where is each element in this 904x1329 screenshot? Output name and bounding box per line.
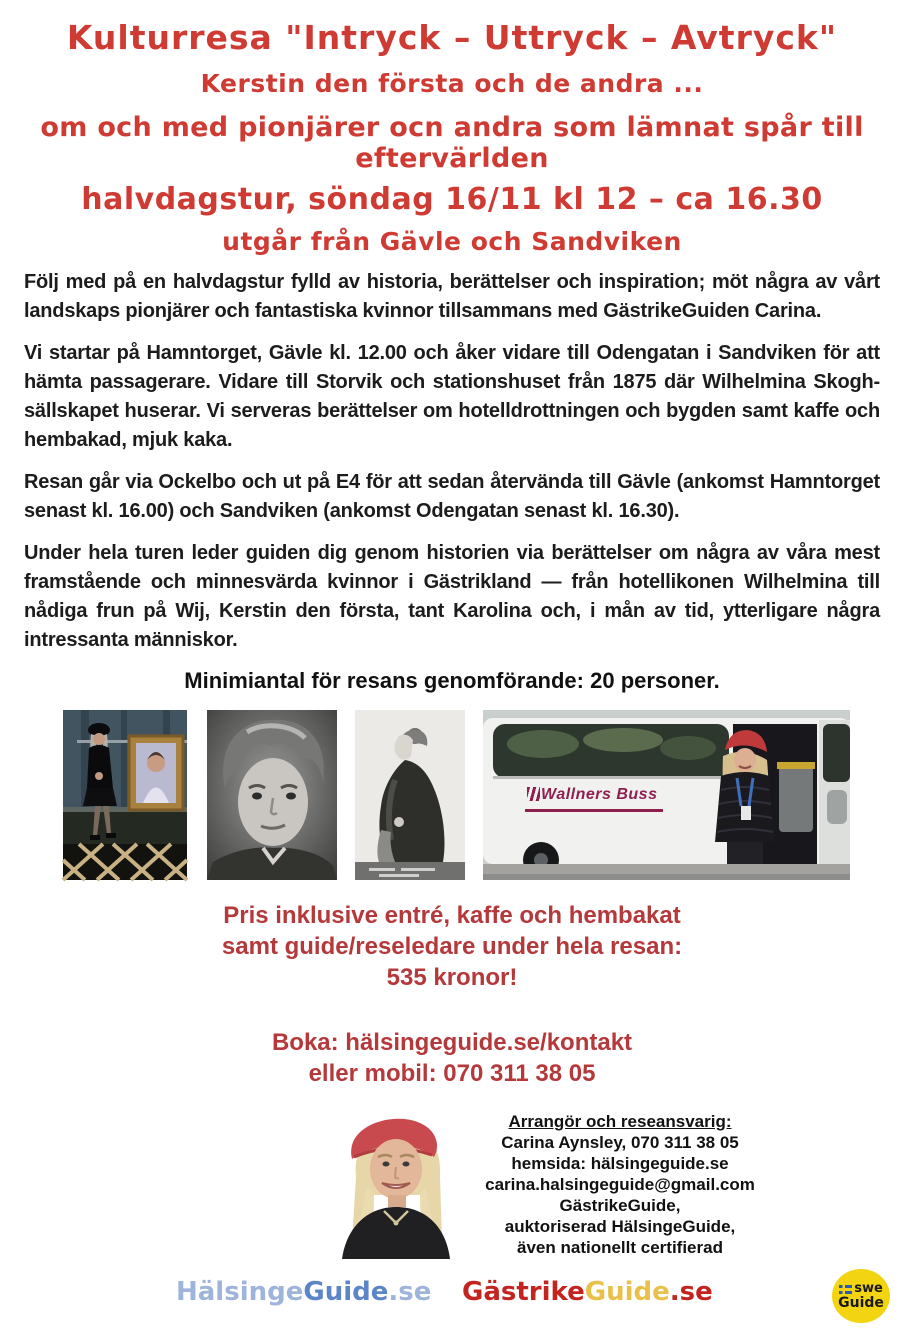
halsinge-logo-part3: .se xyxy=(388,1277,432,1307)
sweguide-text-2: Guide xyxy=(838,1295,884,1311)
organizer-org-3: även nationellt certifierad xyxy=(517,1238,723,1257)
price-line-1: Pris inklusive entré, kaffe och hembakat xyxy=(223,902,681,929)
bus-brand-label xyxy=(525,786,663,812)
organizer-org-1: GästrikeGuide, xyxy=(559,1196,681,1215)
photo-guide-with-framed-portrait xyxy=(63,710,187,880)
halsinge-logo-part1: Hälsinge xyxy=(176,1277,304,1307)
organizer-section xyxy=(0,1103,904,1265)
schedule-line: halvdagstur, söndag 16/11 kl 12 – ca 16.30 xyxy=(81,182,823,217)
gastrike-logo-part3: .se xyxy=(669,1277,713,1307)
minimum-participants-note: Minimiantal för resans genomförande: 20 personer. xyxy=(184,668,720,693)
paragraph-intro: Följ med på en halvdagstur fylld av historia, berättelser och inspiration; möt några av vårt landskaps pionjärer och fantastiska kvinnor tillsammans med GästrikeGuiden Carina. xyxy=(24,271,880,322)
photo-historic-seated-woman xyxy=(355,710,465,880)
page-title: Kulturresa "Intryck – Uttryck – Avtryck" xyxy=(66,18,838,57)
paragraph-route-2: Resan går via Ockelbo och ut på E4 för att sedan återvända till Gävle (ankomst Hamntorget senast kl. 16.00) och Sandviken (ankomst Odengatan senast kl. 16.30). xyxy=(24,471,880,522)
organizer-email: carina.halsingeguide@gmail.com xyxy=(485,1175,755,1194)
paragraph-stories: Under hela turen leder guiden dig genom historien via berättelser om några av våra mest framstående och minnesvärda kvinnor i Gästrikland — från hotellikonen Wilhelmina till nådiga frun på Wij, Kerstin den första, tant Karolina och, i mån av tid, ytterligare några intressanta människor. xyxy=(24,542,880,651)
paragraph-route-1: Vi startar på Hamntorget, Gävle kl. 12.00 och åker vidare till Odengatan i Sandviken för att hämta passagerare. Vidare till Storvik och stationshuset från 1875 där Wilhelmina Skogh-sällskapet huserar. Vi serveras berättelser om hotelldrottningen och bygden samt kaffe och hembakad, mjuk kaka. xyxy=(24,342,880,451)
photo-guide-by-bus xyxy=(483,710,850,880)
flyer-header xyxy=(0,0,904,256)
footer xyxy=(0,1265,904,1329)
booking-url-line: Boka: hälsingeguide.se/kontakt xyxy=(271,1029,633,1056)
booking-block xyxy=(0,1027,904,1089)
booking-phone-line: eller mobil: 070 311 38 05 xyxy=(308,1060,596,1087)
price-line-3: 535 kronor! xyxy=(386,964,518,991)
departure-line: utgår från Gävle och Sandviken xyxy=(222,227,682,256)
price-block xyxy=(0,900,904,993)
halsinge-logo-part2: Guide xyxy=(303,1277,389,1307)
gastrike-logo-part2: Guide xyxy=(584,1277,670,1307)
organizer-name-phone: Carina Aynsley, 070 311 38 05 xyxy=(501,1133,739,1152)
halsingeguide-logo xyxy=(176,1277,431,1307)
sweguide-text-1: swe xyxy=(854,1281,883,1296)
page-subtitle: Kerstin den första och de andra ... xyxy=(200,69,704,98)
organizer-photo xyxy=(322,1107,472,1259)
bus-logo-stripes-icon xyxy=(527,787,540,801)
tagline: om och med pionjärer ocn andra som lämnat spår till eftervärlden xyxy=(40,112,864,174)
photo-historic-portrait xyxy=(207,710,337,880)
body-text xyxy=(24,268,880,655)
gastrike-logo-part1: Gästrike xyxy=(462,1277,585,1307)
photo-row xyxy=(0,710,904,880)
swedish-flag-icon xyxy=(839,1285,852,1294)
organizer-org-2: auktoriserad HälsingeGuide, xyxy=(504,1217,736,1236)
price-line-2: samt guide/reseledare under hela resan: xyxy=(221,933,683,960)
organizer-info xyxy=(452,1111,788,1258)
sweguide-badge xyxy=(832,1269,890,1323)
organizer-website: hemsida: hälsingeguide.se xyxy=(511,1154,729,1173)
organizer-heading: Arrangör och reseansvarig: xyxy=(508,1112,732,1131)
bus-brand-text: Wallners Buss xyxy=(541,786,658,803)
gastrikeguide-logo xyxy=(462,1277,713,1307)
